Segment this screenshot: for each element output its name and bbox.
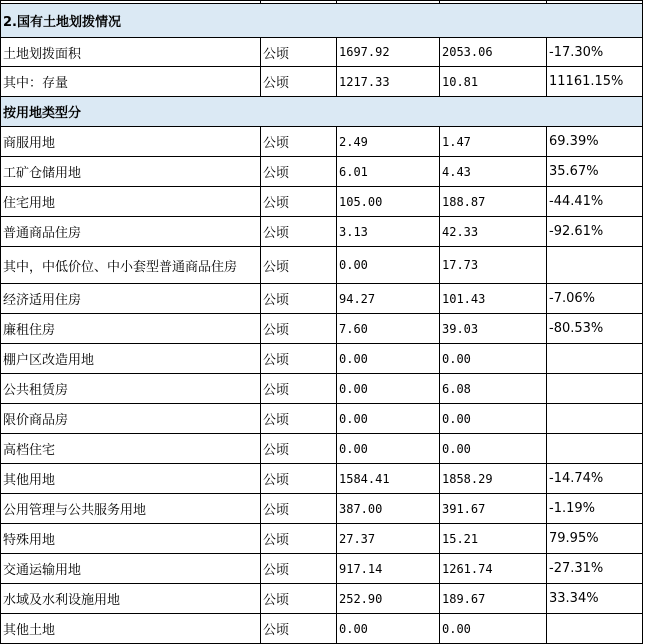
row-name-cell: 公用管理与公共服务用地 <box>1 494 261 524</box>
row-name-cell: 高档住宅 <box>1 434 261 464</box>
value-2014-cell: 3.13 <box>337 217 440 247</box>
unit-cell: 公顷 <box>261 494 337 524</box>
value-2014-cell: 2.49 <box>337 127 440 157</box>
row-name-cell: 公共租赁房 <box>1 374 261 404</box>
value-2013-cell: 4.43 <box>440 157 547 187</box>
unit-cell: 公顷 <box>261 127 337 157</box>
value-2014-cell: 7.60 <box>337 314 440 344</box>
change-percent-cell: -27.31% <box>547 554 643 584</box>
change-percent-cell <box>547 614 643 644</box>
value-2013-cell: 1.47 <box>440 127 547 157</box>
table-row <box>1 464 643 494</box>
unit-cell: 公顷 <box>261 38 337 67</box>
unit-cell: 公顷 <box>261 374 337 404</box>
value-2014-cell: 105.00 <box>337 187 440 217</box>
table-row <box>1 374 643 404</box>
change-percent-cell: -17.30% <box>547 38 643 67</box>
value-2014-cell: 917.14 <box>337 554 440 584</box>
row-name-cell: 其中，中低价位、中小套型普通商品住房 <box>1 247 261 284</box>
change-percent-cell <box>547 434 643 464</box>
table-row <box>1 344 643 374</box>
table-row <box>1 247 643 284</box>
unit-cell: 公顷 <box>261 464 337 494</box>
value-2013-cell: 10.81 <box>440 67 547 97</box>
value-2014-cell: 0.00 <box>337 374 440 404</box>
unit-cell: 公顷 <box>261 554 337 584</box>
value-2013-cell: 0.00 <box>440 344 547 374</box>
value-2013-cell: 0.00 <box>440 614 547 644</box>
value-2014-cell: 1584.41 <box>337 464 440 494</box>
row-name-cell: 廉租住房 <box>1 314 261 344</box>
change-percent-cell <box>547 247 643 284</box>
table-row <box>1 494 643 524</box>
table-row <box>1 314 643 344</box>
table-row <box>1 217 643 247</box>
change-percent-cell: 69.39% <box>547 127 643 157</box>
value-2013-cell: 2053.06 <box>440 38 547 67</box>
value-2014-cell: 0.00 <box>337 247 440 284</box>
value-2013-cell: 42.33 <box>440 217 547 247</box>
table-row <box>1 404 643 434</box>
change-percent-cell: -92.61% <box>547 217 643 247</box>
value-2014-cell: 6.01 <box>337 157 440 187</box>
value-2013-cell: 17.73 <box>440 247 547 284</box>
change-percent-cell: -14.74% <box>547 464 643 494</box>
value-2013-cell: 1261.74 <box>440 554 547 584</box>
section-header-row <box>1 4 643 38</box>
row-name-cell: 交通运输用地 <box>1 554 261 584</box>
row-name-cell: 土地划拨面积 <box>1 38 261 67</box>
unit-cell: 公顷 <box>261 524 337 554</box>
change-percent-cell <box>547 404 643 434</box>
value-2013-cell: 1858.29 <box>440 464 547 494</box>
unit-cell: 公顷 <box>261 404 337 434</box>
change-percent-cell: -1.19% <box>547 494 643 524</box>
unit-cell: 公顷 <box>261 157 337 187</box>
row-name-cell: 棚户区改造用地 <box>1 344 261 374</box>
value-2014-cell: 0.00 <box>337 404 440 434</box>
row-name-cell: 其他土地 <box>1 614 261 644</box>
value-2014-cell: 27.37 <box>337 524 440 554</box>
row-name-cell: 商服用地 <box>1 127 261 157</box>
unit-cell: 公顷 <box>261 614 337 644</box>
unit-cell: 公顷 <box>261 284 337 314</box>
change-percent-cell: -44.41% <box>547 187 643 217</box>
value-2013-cell: 188.87 <box>440 187 547 217</box>
change-percent-cell <box>547 344 643 374</box>
section-header-row <box>1 97 643 127</box>
table-row <box>1 284 643 314</box>
unit-cell: 公顷 <box>261 584 337 614</box>
table-row <box>1 614 643 644</box>
change-percent-cell: 33.34% <box>547 584 643 614</box>
value-2014-cell: 387.00 <box>337 494 440 524</box>
unit-cell: 公顷 <box>261 314 337 344</box>
table-row <box>1 127 643 157</box>
table-row <box>1 187 643 217</box>
value-2014-cell: 0.00 <box>337 614 440 644</box>
section-title: 按用地类型分 <box>1 97 643 127</box>
value-2014-cell: 0.00 <box>337 434 440 464</box>
table-row <box>1 554 643 584</box>
change-percent-cell: 11161.15% <box>547 67 643 97</box>
unit-cell: 公顷 <box>261 247 337 284</box>
unit-cell: 公顷 <box>261 217 337 247</box>
row-name-cell: 限价商品房 <box>1 404 261 434</box>
value-2013-cell: 15.21 <box>440 524 547 554</box>
value-2013-cell: 39.03 <box>440 314 547 344</box>
table-row <box>1 38 643 67</box>
row-name-cell: 水域及水利设施用地 <box>1 584 261 614</box>
change-percent-cell <box>547 374 643 404</box>
row-name-cell: 特殊用地 <box>1 524 261 554</box>
table-row <box>1 157 643 187</box>
value-2013-cell: 189.67 <box>440 584 547 614</box>
unit-cell: 公顷 <box>261 67 337 97</box>
value-2013-cell: 6.08 <box>440 374 547 404</box>
value-2013-cell: 0.00 <box>440 434 547 464</box>
change-percent-cell: 35.67% <box>547 157 643 187</box>
unit-cell: 公顷 <box>261 187 337 217</box>
value-2013-cell: 101.43 <box>440 284 547 314</box>
table-row <box>1 524 643 554</box>
row-name-cell: 普通商品住房 <box>1 217 261 247</box>
value-2014-cell: 252.90 <box>337 584 440 614</box>
value-2014-cell: 1217.33 <box>337 67 440 97</box>
unit-cell: 公顷 <box>261 434 337 464</box>
table-row <box>1 584 643 614</box>
unit-cell: 公顷 <box>261 344 337 374</box>
change-percent-cell: 79.95% <box>547 524 643 554</box>
section-title: 2.国有土地划拨情况 <box>1 4 643 38</box>
row-name-cell: 工矿仓储用地 <box>1 157 261 187</box>
change-percent-cell: -80.53% <box>547 314 643 344</box>
value-2014-cell: 0.00 <box>337 344 440 374</box>
value-2014-cell: 94.27 <box>337 284 440 314</box>
table-row <box>1 67 643 97</box>
change-percent-cell: -7.06% <box>547 284 643 314</box>
table-row <box>1 434 643 464</box>
row-name-cell: 住宅用地 <box>1 187 261 217</box>
row-name-cell: 经济适用住房 <box>1 284 261 314</box>
row-name-cell: 其他用地 <box>1 464 261 494</box>
value-2013-cell: 391.67 <box>440 494 547 524</box>
row-name-cell: 其中：存量 <box>1 67 261 97</box>
value-2014-cell: 1697.92 <box>337 38 440 67</box>
value-2013-cell: 0.00 <box>440 404 547 434</box>
